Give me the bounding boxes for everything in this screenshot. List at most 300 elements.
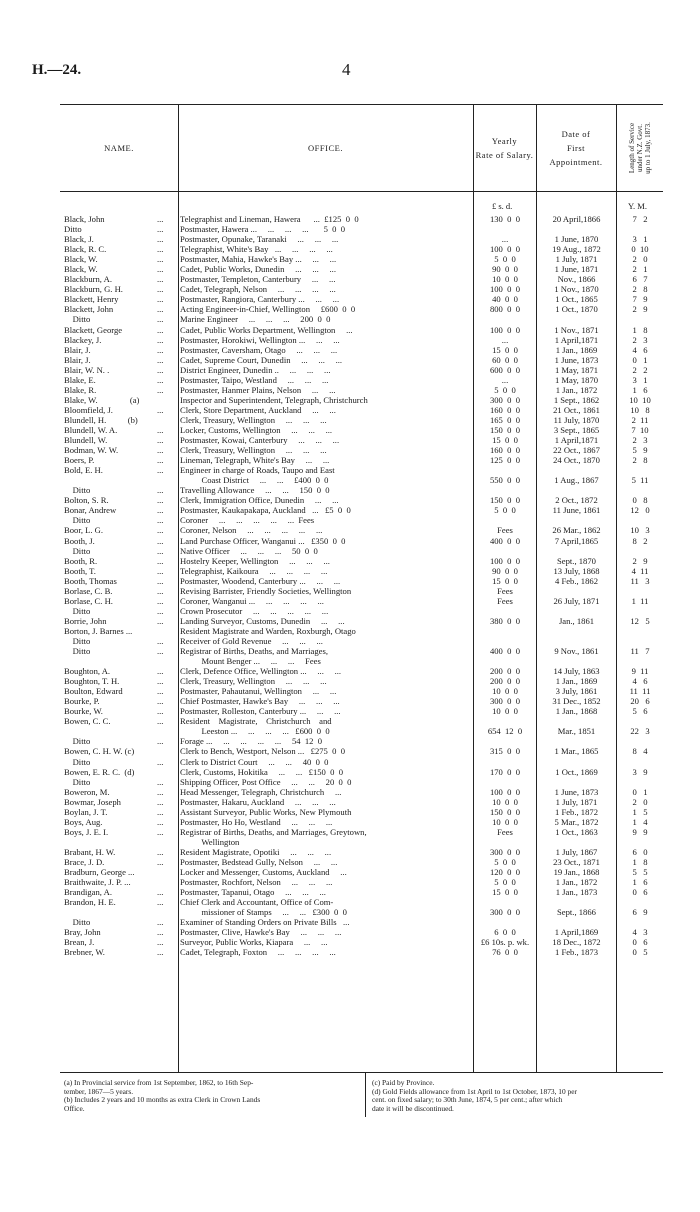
header-office: OFFICE. [308,143,343,153]
cell-name: Bradburn, George ... [64,867,135,878]
service-units: Y. M. [628,201,647,211]
cell-salary: £6 10s. p. wk. [480,937,530,948]
cell-name: Black, John [64,214,105,224]
table-row [60,757,663,767]
table-row [60,465,663,475]
cell-name: Bowen, C. H. W. (c) [64,746,135,757]
table-row [60,284,663,294]
cell-name: Brace, J. D. [64,857,105,867]
cell-office: Clerk, Immigration Office, Dunedin ... ... [180,495,339,506]
cell-date: 1 June, 1873 [554,354,599,365]
cell-office: Cadet, Supreme Court, Dunedin ... ... ... [180,354,343,365]
cell-leader: ... [157,364,164,375]
cell-name: Boor, L. G. [64,525,104,536]
cell-name: Bowmar, Joseph [64,796,121,807]
cell-date: 1 Aug., 1867 [554,475,599,486]
cell-salary: 654 12 0 [487,726,523,737]
cell-salary: 100 0 0 [489,786,521,797]
cell-name: Ditto [64,605,91,616]
header-service-line: up to 1 July, 1873. [644,122,652,174]
cell-service: 10 8 [630,404,650,415]
staff-table [60,104,663,957]
cell-service: 9 11 [631,666,649,677]
cell-office: Examiner of Standing Orders on Private Bills ... [180,917,350,928]
cell-service: 0 6 [632,937,648,948]
cell-salary: 300 0 0 [489,394,521,405]
cell-salary: 5 0 0 [494,857,516,867]
cell-service: 2 9 [632,304,648,315]
cell-service: 3 1 [632,234,648,245]
cell-date: 4 Feb., 1862 [555,575,598,586]
header-service-line: Length of Service [628,122,636,174]
table-row [60,345,663,355]
cell-service: 22 3 [630,726,650,737]
cell-service: 6 9 [632,907,648,918]
cell-name: Bowen, C. C. [64,716,111,727]
cell-service: 2 1 [632,264,648,275]
cell-office: Postmaster, Ho Ho, Westland ... ... ... [180,816,333,827]
cell-office: Postmaster, Tapanui, Otago ... ... ... [180,887,326,898]
cell-service: 1 4 [632,816,648,827]
cell-date: 1 Nov., 1871 [554,324,599,335]
cell-office: Cadet, Public Works, Dunedin ... ... ... [180,264,336,275]
cell-salary: 100 0 0 [489,244,521,255]
cell-salary: 150 0 0 [489,806,521,817]
table-row [60,375,663,385]
cell-service: 7 2 [632,214,648,224]
cell-salary: 400 0 0 [489,535,521,546]
cell-date: 1 June, 1871 [554,264,599,275]
table-row [60,947,663,957]
cell-leader: ... [157,615,164,626]
cell-leader: ... [157,575,164,586]
cell-leader: ... [157,846,164,857]
cell-salary: 150 0 0 [489,424,521,435]
cell-name: Borlase, C. B. [64,585,113,596]
cell-leader: ... [157,806,164,817]
cell-name: Blackett, Henry [64,294,119,305]
cell-leader: ... [157,374,164,385]
cell-name: Bolton, S. R. [64,495,109,506]
cell-service: 2 8 [632,284,648,295]
cell-office: Cadet, Telegraph, Nelson ... ... ... ... [180,284,336,295]
cell-office: Shipping Officer, Post Office ... ... 20 0 0 [180,776,352,787]
cell-date: Jan., 1861 [558,615,595,626]
cell-office: Postmaster, Mahia, Hawke's Bay ... ... ... [180,254,337,265]
cell-date: 1 April,1871 [554,435,599,446]
cell-name: Blake, E. [64,374,96,385]
table-row [60,234,663,244]
cell-name: Bodman, W. W. [64,445,119,456]
table-row [60,566,663,576]
table-row [60,636,663,646]
cell-salary: 125 0 0 [489,455,521,466]
cell-service: 0 1 [632,354,648,365]
cell-name: Ditto [64,646,91,657]
table-row [60,405,663,415]
table-row [60,857,663,867]
cell-name: Blair, W. N. . [64,364,110,375]
cell-date: 14 July, 1863 [553,666,600,677]
cell-office: Locker and Messenger, Customs, Auckland ... [180,867,347,878]
cell-leader: ... [157,535,164,546]
footnote-line: Office. [64,1103,85,1113]
cell-date: 22 Oct., 1867 [553,445,600,456]
cell-office: Coroner, Wanganui ... ... ... ... ... [180,595,324,606]
cell-name: Bold, E. H. [64,465,103,476]
header-salary [473,105,536,191]
cell-name: Brandon, H. E. [64,897,116,908]
cell-leader: ... [157,344,164,355]
table-row [60,425,663,435]
cell-name: Blackburn, G. H. [64,284,123,295]
cell-date: 19 Aug., 1872 [552,244,601,255]
cell-date: 2 Oct., 1872 [555,495,598,506]
table-row [60,304,663,314]
cell-office: Landing Surveyor, Customs, Dunedin ... ... [180,615,345,626]
cell-date: 1 Sept., 1862 [553,394,600,405]
table-row [60,736,663,746]
cell-service: 0 6 [632,887,648,898]
table-row [60,837,663,847]
cell-leader: ... [157,917,164,928]
cell-service: 5 9 [632,445,648,456]
table-header [60,105,663,192]
cell-name: Borton, J. Barnes ... [64,625,133,636]
cell-office: Head Messenger, Telegraph, Christchurch ... [180,786,342,797]
table-row [60,867,663,877]
cell-office: missioner of Stamps ... ... £300 0 0 [180,907,347,918]
cell-name: Ditto [64,635,91,646]
cell-salary: 100 0 0 [489,284,521,295]
cell-salary: ... [501,374,509,385]
cell-date: 11 July, 1870 [553,414,600,425]
cell-leader: ... [157,224,164,235]
cell-date: 1 Jan., 1872 [555,877,598,888]
cell-name: Brabant, H. W. [64,846,116,857]
cell-office: Postmaster, Templeton, Canterbury ... ... [180,274,336,285]
table-row [60,546,663,556]
cell-office: Postmaster, Pahautanui, Wellington ... ... [180,686,337,697]
cell-name: Booth, T. [64,565,96,576]
cell-office: Postmaster, Kaukapakapa, Auckland ... £5 0 0 [180,505,351,516]
units-row [60,192,663,214]
cell-leader: ... [157,686,164,697]
cell-date: 1 Jan., 1872 [555,384,598,395]
cell-office: Assistant Surveyor, Public Works, New Plymouth [180,806,352,817]
cell-salary: 10 0 0 [492,796,518,807]
cell-name: Ditto [64,736,91,747]
cell-name: Borlase, C. H. [64,595,113,606]
cell-salary: 315 0 0 [489,746,521,757]
table-row [60,817,663,827]
cell-leader: ... [157,605,164,616]
cell-salary: 15 0 0 [492,435,518,446]
table-row [60,576,663,586]
cell-leader: ... [157,485,164,496]
table-row [60,656,663,666]
footnote-line: (b) Includes 2 years and 10 months as extra Clerk in Crown Lands [64,1095,261,1105]
cell-name: Ditto [64,545,91,556]
table-row [60,726,663,736]
cell-name: Ditto [64,224,82,235]
cell-leader: ... [157,555,164,566]
table-row [60,385,663,395]
table-row [60,606,663,616]
cell-date: 3 Sept., 1865 [553,424,600,435]
cell-date: 1 June, 1870 [554,234,599,245]
cell-office: Crown Prosecutor ... ... ... ... ... [180,605,329,616]
cell-leader: ... [157,716,164,727]
cell-leader: ... [157,304,164,315]
cell-name: Boweron, M. [64,786,110,797]
table-row [60,666,663,676]
cell-office: Clerk to Bench, Westport, Nelson ... £275 0 0 [180,746,346,757]
cell-service: 12 5 [630,615,650,626]
cell-leader: ... [157,435,164,446]
cell-salary: Fees [497,525,513,536]
cell-office: Postmaster, Opunake, Taranaki ... ... ... [180,234,339,245]
cell-leader: ... [157,706,164,717]
table-row [60,847,663,857]
cell-date: 26 July, 1871 [553,595,600,606]
header-date [536,105,616,191]
cell-office: Postmaster, Horokiwi, Wellington ... ... ... [180,334,340,345]
cell-name: Blake, R. [64,384,97,395]
cell-office: Native Officer ... ... ... 50 0 0 [180,545,318,556]
cell-service: 7 9 [632,294,648,305]
header-service-line: under N.Z. Govt. [636,123,644,173]
footnotes-right [372,1079,577,1113]
cell-salary: 400 0 0 [489,646,521,657]
cell-leader: ... [157,284,164,295]
cell-office: Telegraphist, Kaikoura ... ... ... ... [180,565,328,576]
cell-service: 8 4 [632,746,648,757]
cell-leader: ... [157,857,164,867]
footnote-line: (d) Gold Fields allowance from 1st April to 1st October, 1873, 10 per [372,1086,577,1096]
cell-leader: ... [157,826,164,837]
cell-service: 7 10 [631,424,649,435]
cell-service: 2 8 [632,455,648,466]
cell-service: 6 7 [632,274,648,285]
cell-salary: 10 0 0 [492,706,518,717]
footnote-line: (c) Paid by Province. [372,1078,435,1087]
cell-office: Coroner ... ... ... ... ... Fees [180,515,315,526]
cell-salary: 10 0 0 [492,816,518,827]
footnote-line: cent. on fixed salary; to 30th June, 1874, 5 per cent.; after which [372,1095,563,1105]
cell-date: 7 April,1865 [554,535,599,546]
table-row [60,515,663,525]
cell-salary: 160 0 0 [489,445,521,456]
cell-name: Brean, J. [64,937,95,948]
cell-salary: 10 0 0 [492,686,518,697]
table-row [60,274,663,284]
cell-name: Booth, J. [64,535,95,546]
cell-date: 1 Nov., 1870 [554,284,599,295]
cell-service: 1 8 [632,324,648,335]
cell-office: Chief Clerk and Accountant, Office of Com- [180,897,334,908]
header-salary-line: Rate of Salary. [475,150,534,160]
cell-salary: Fees [497,826,513,837]
cell-service: 3 1 [632,374,648,385]
header-name: NAME. [104,143,134,153]
cell-service: 5 11 [631,475,649,486]
cell-salary: 120 0 0 [489,867,521,878]
cell-service: 4 3 [632,927,648,938]
table-row [60,827,663,837]
cell-name: Bloomfield, J. [64,404,113,415]
cell-office: Forage ... ... ... ... ... 54 12 0 [180,736,323,747]
cell-service: 1 6 [632,877,648,888]
cell-date: 3 July, 1861 [555,686,598,697]
cell-leader: ... [157,314,164,325]
cell-date: Sept., 1866 [557,907,596,918]
cell-leader: ... [157,495,164,506]
cell-date: 13 July, 1868 [553,565,600,576]
footnotes [60,1072,663,1113]
table-row [60,626,663,636]
table-row [60,505,663,515]
table-row [60,797,663,807]
table-row [60,777,663,787]
cell-date: 26 Mar., 1862 [552,525,601,536]
cell-leader: ... [157,465,164,476]
cell-date: 31 Dec., 1852 [552,696,601,707]
cell-name: Black, J. [64,234,94,245]
cell-leader: ... [157,666,164,677]
cell-office: Surveyor, Public Works, Kiapara ... ... [180,937,328,948]
cell-service: 3 9 [632,766,648,777]
cell-name: Braithwaite, J. P. ... [64,877,131,888]
cell-name: Blackey, J. [64,334,102,345]
cell-salary: 380 0 0 [489,615,521,626]
cell-leader: ... [157,585,164,596]
cell-office: Inspector and Superintendent, Telegraph, Christchurch [180,394,368,405]
footnote-line: (a) In Provincial service from 1st September, 1862, to 16th Sep- [64,1078,254,1087]
cell-office: Travelling Allowance ... ... 150 0 0 [180,485,330,496]
cell-name: Boys, Aug. [64,816,103,827]
table-row [60,365,663,375]
table-row [60,686,663,696]
header-salary-line: Yearly [491,136,518,146]
cell-leader: ... [157,646,164,657]
cell-office: Postmaster, Kowai, Canterbury ... ... ... [180,435,340,446]
cell-salary: 76 0 0 [492,947,518,958]
cell-name: Ditto [64,776,91,787]
page-number: 4 [342,60,351,79]
cell-date: 1 Oct., 1870 [555,304,598,315]
cell-salary: 600 0 0 [489,364,521,375]
cell-name: Boers, P. [64,455,95,466]
cell-name: Black, W. [64,264,98,275]
cell-salary: 5 0 0 [494,254,516,265]
cell-date: 1 Jan., 1868 [555,706,598,717]
cell-name: Ditto [64,756,91,767]
cell-office: Telegraphist, White's Bay ... ... ... ... [180,244,333,255]
cell-service: 1 6 [632,384,648,395]
cell-office: Mount Benger ... ... ... Fees [180,656,321,667]
cell-salary: 15 0 0 [492,575,518,586]
cell-date: 5 Mar., 1872 [554,816,599,827]
cell-service: 0 8 [632,495,648,506]
cell-office: Registrar of Births, Deaths, and Marriages, [180,646,328,657]
cell-office: Lineman, Telegraph, White's Bay ... ... [180,455,330,466]
table-row [60,586,663,596]
table-row [60,887,663,897]
cell-leader: ... [157,676,164,687]
cell-office: Hostelry Keeper, Wellington ... ... ... [180,555,330,566]
cell-leader: ... [157,254,164,265]
cell-salary: 130 0 0 [489,214,521,224]
cell-service: 20 6 [630,696,650,707]
cell-service: 10 3 [630,525,650,536]
cell-leader: ... [157,244,164,255]
table-row [60,254,663,264]
cell-salary: 60 0 0 [492,354,518,365]
cell-salary: 800 0 0 [489,304,521,315]
cell-salary: Fees [497,595,513,606]
table-row [60,646,663,656]
table-row [60,264,663,274]
cell-office: Registrar of Births, Deaths, and Marriages, Greytown, [180,826,367,837]
table-row [60,445,663,455]
cell-name: Ditto [64,515,91,526]
cell-leader: ... [157,635,164,646]
cell-service: 2 0 [632,254,648,265]
cell-office: Postmaster, Woodend, Canterbury ... ... ... [180,575,341,586]
cell-name: Bourke, P. [64,696,100,707]
cell-office: Chief Postmaster, Hawke's Bay ... ... ... [180,696,340,707]
cell-leader: ... [157,264,164,275]
cell-date: 1 Oct., 1869 [555,766,598,777]
table-row [60,314,663,324]
cell-name: Booth, R. [64,555,98,566]
header-date-line: Date of [561,129,591,139]
cell-leader: ... [157,424,164,435]
cell-service: 4 6 [632,344,648,355]
table-row [60,395,663,405]
cell-salary: 90 0 0 [492,565,518,576]
table-row [60,907,663,917]
cell-leader: ... [157,756,164,767]
table-row [60,455,663,465]
table-row [60,897,663,907]
cell-office: District Engineer, Dunedin .. ... ... ... [180,364,331,375]
cell-date: 1 Feb., 1872 [555,806,598,817]
cell-office: Receiver of Gold Revenue ... ... ... [180,635,323,646]
cell-name: Brebner, W. [64,947,105,958]
cell-name: Brandigan, A. [64,887,112,898]
cell-salary: 100 0 0 [489,324,521,335]
cell-date: 23 Oct., 1871 [553,857,600,867]
cell-salary: 200 0 0 [489,676,521,687]
cell-salary: 550 0 0 [489,475,521,486]
cell-salary: 10 0 0 [492,274,518,285]
cell-office: Telegraphist and Lineman, Hawera ... £125 0 0 [180,214,359,224]
cell-service: 0 5 [632,947,648,958]
cell-name: Blackburn, A. [64,274,112,285]
cell-leader: ... [157,455,164,466]
cell-office: Acting Engineer-in-Chief, Wellington £600 0 0 [180,304,356,315]
cell-salary: 5 0 0 [494,877,516,888]
cell-service: 5 6 [632,706,648,717]
cell-service: 8 2 [632,535,648,546]
cell-date: 1 July, 1871 [555,796,598,807]
cell-name: Boys, J. E. I. [64,826,109,837]
footnotes-left [64,1079,260,1113]
cell-office: Clerk, Customs, Hokitika ... ... £150 0 0 [180,766,344,777]
cell-service: 9 9 [632,826,648,837]
